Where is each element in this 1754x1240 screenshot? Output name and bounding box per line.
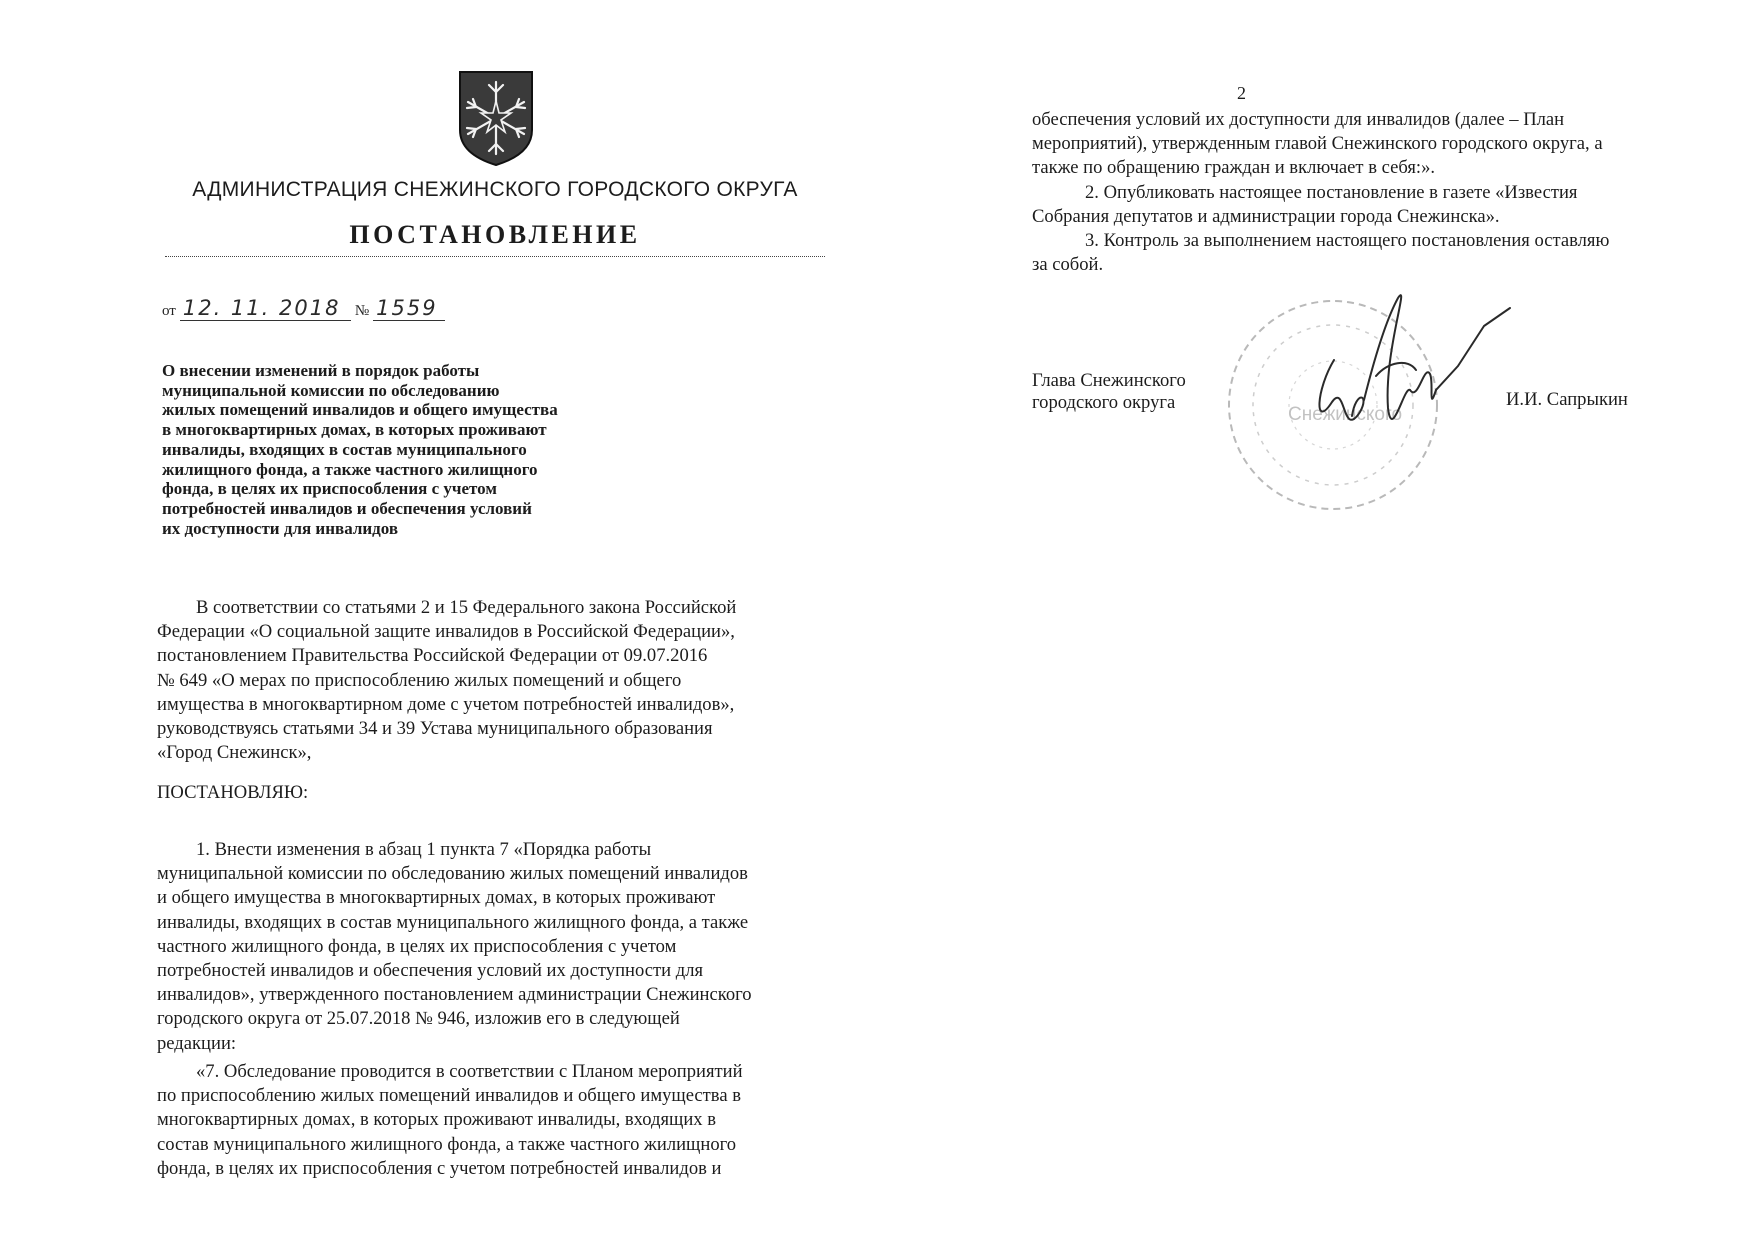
subject-line: в многоквартирных домах, в которых проживают [162,420,547,440]
text-line: № 649 «О мерах по приспособлению жилых помещений и общего [157,669,682,691]
page-number: 2 [1237,83,1246,103]
signer-position [1032,370,1186,414]
page-2-text [1032,108,1692,277]
text-line: редакции: [157,1032,237,1054]
coat-of-arms-icon [456,68,536,168]
subject-line: муниципальной комиссии по обследованию [162,380,500,400]
date-number-line [162,296,445,326]
handwritten-signature [1312,290,1522,480]
text-line: 1. Внести изменения в абзац 1 пункта 7 «Порядка работы [196,839,652,860]
organization-title: АДМИНИСТРАЦИЯ СНЕЖИНСКОГО ГОРОДСКОГО ОКРУГА [192,178,798,201]
preamble-paragraph [157,596,832,765]
decree-subject [162,361,682,538]
text-line: «7. Обследование проводится в соответствии с Планом мероприятий [196,1061,743,1082]
text-line: «Город Снежинск», [157,742,312,764]
text-line: Федерации «О социальной защите инвалидов в Российской Федерации», [157,621,735,643]
subject-line: инвалиды, входящих в состав муниципального [162,439,527,459]
text-line: фонда, в целях их приспособления с учетом потребностей инвалидов и [157,1157,722,1179]
svg-text:Снежинского: Снежинского [1288,404,1403,425]
text-line: 3. Контроль за выполнением настоящего постановления оставляю [1085,230,1610,252]
subject-line: жилищного фонда, а также частного жилищного [162,459,538,479]
text-line: инвалиды, входящих в состав муниципального жилищного фонда, а также [157,911,749,933]
decree-operative-word: ПОСТАНОВЛЯЮ: [157,782,309,803]
text-line: 2. Опубликовать настоящее постановление в газете «Известия [1085,181,1578,203]
text-line: обеспечения условий их доступности для инвалидов (далее – План [1032,109,1565,130]
text-line: В соответствии со статьями 2 и 15 Федерального закона Российской [196,597,737,618]
text-line: по приспособлению жилых помещений инвалидов и общего имущества в [157,1085,742,1107]
text-line: муниципальной комиссии по обследованию жилых помещений инвалидов [157,863,748,885]
text-line: постановлением Правительства Российской Федерации от 09.07.2016 [157,645,708,667]
text-line: частного жилищного фонда, в целях их приспособления с учетом [157,935,677,957]
text-line: мероприятий), утвержденным главой Снежинского городского округа, а [1032,133,1603,155]
text-line: инвалидов», утвержденного постановлением администрации Снежинского [157,984,752,1006]
text-line: за собой. [1032,254,1104,276]
text-line: многоквартирных домах, в которых проживают инвалиды, входящих в [157,1109,717,1131]
signer-name: И.И. Сапрыкин [1506,389,1628,410]
signer-position-line: Глава Снежинского [1032,370,1186,391]
subject-line: их доступности для инвалидов [162,518,399,538]
text-line: также по обращению граждан и включает в себя:». [1032,157,1436,179]
clause-1-paragraph [157,838,832,1056]
subject-line: О внесении изменений в порядок работы [162,361,480,380]
signer-position-line: городского округа [1032,392,1176,413]
handwritten-number: 1559 [373,296,445,321]
text-line: Собрания депутатов и администрации города Снежинска». [1032,205,1500,227]
text-line: руководствуясь статьями 34 и 39 Устава муниципального образования [157,718,713,740]
subject-line: фонда, в целях их приспособления с учетом [162,479,497,499]
clause-7-quoted-paragraph [157,1060,832,1181]
date-prefix: от [162,303,176,319]
subject-line: потребностей инвалидов и обеспечения условий [162,498,532,518]
text-line: состав муниципального жилищного фонда, а также частного жилищного [157,1133,737,1155]
number-prefix: № [354,303,370,319]
text-line: и общего имущества в многоквартирных домах, в которых проживают [157,887,716,909]
text-line: имущества в многоквартирном доме с учетом потребностей инвалидов», [157,693,735,715]
document-type: ПОСТАНОВЛЕНИЕ [349,220,641,249]
subject-line: жилых помещений инвалидов и общего имущества [162,400,558,420]
title-divider [165,256,825,257]
handwritten-date: 12. 11. 2018 [180,296,351,321]
document-page-2 [877,0,1754,1240]
text-line: городского округа от 25.07.2018 № 946, изложив его в следующей [157,1008,680,1030]
text-line: потребностей инвалидов и обеспечения условий их доступности для [157,960,704,982]
